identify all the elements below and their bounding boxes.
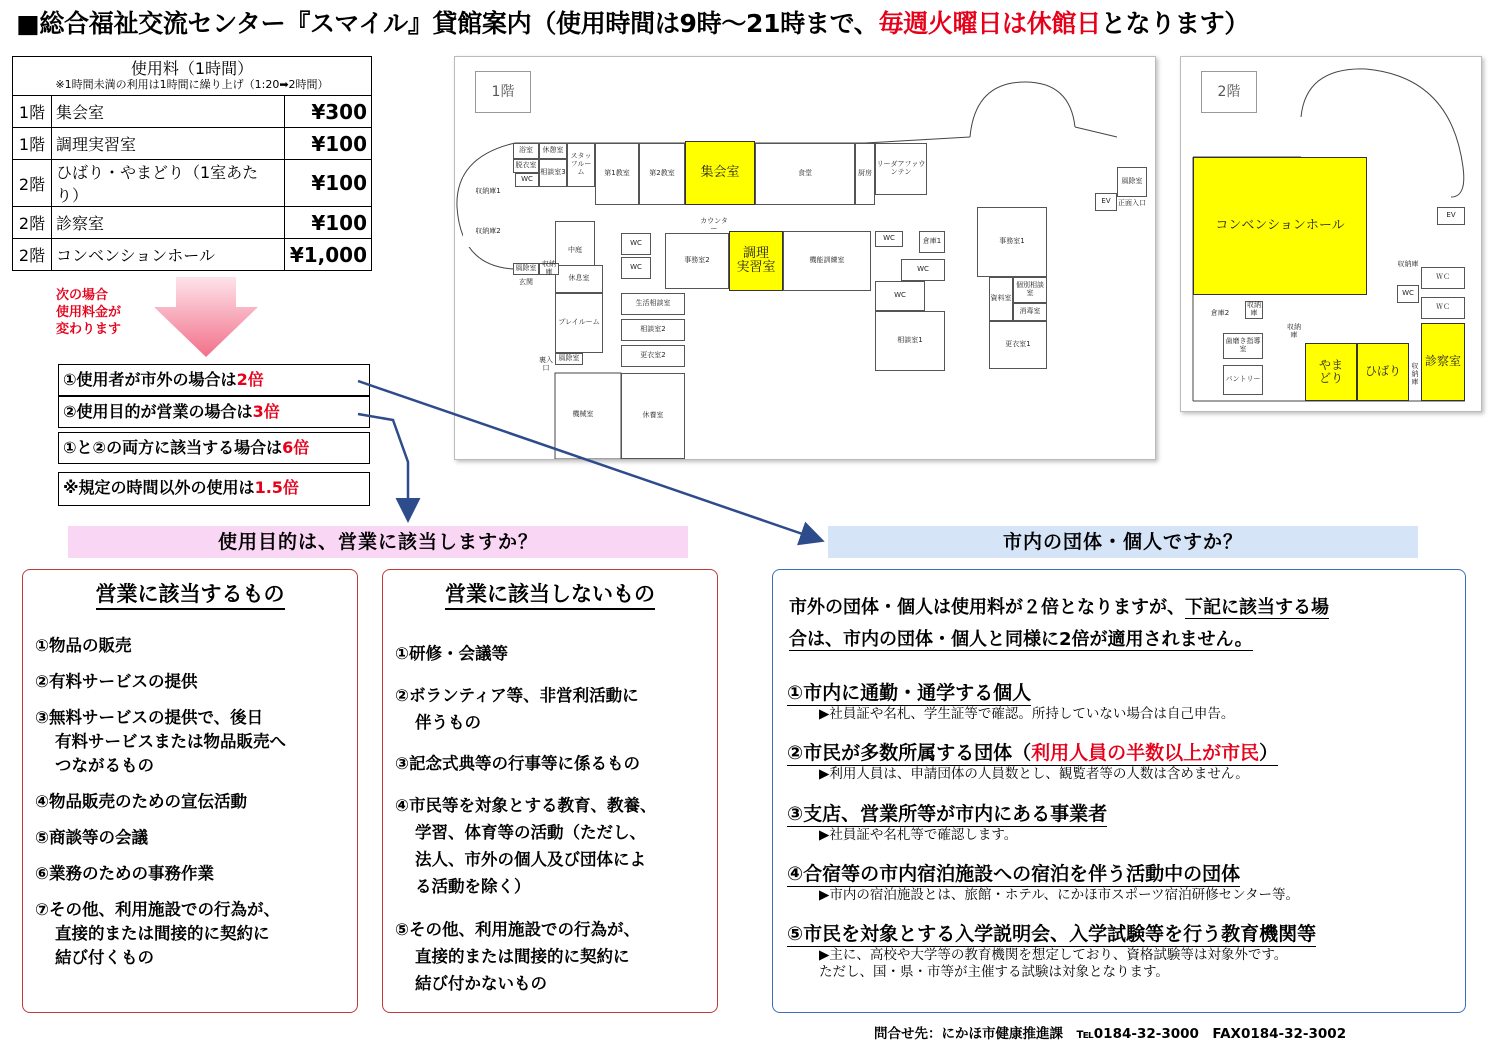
business-yes-title: 営業に該当するもの <box>23 578 357 608</box>
room: 収納庫1 <box>463 177 513 207</box>
list-item: ①物品の販売 <box>35 636 132 655</box>
floor-plan-2 <box>1180 56 1482 412</box>
room: 風除室 <box>555 353 583 365</box>
room: 機械室 <box>559 375 607 455</box>
room: 収納庫2 <box>463 217 513 247</box>
room: WC <box>621 257 651 279</box>
list-item: ④市民等を対象とする教育、教養、 学習、体育等の活動（ただし、 法人、市外の個人及び団体によ る活動を除く） <box>395 796 657 896</box>
business-yes-panel <box>22 569 358 1013</box>
condition-both: ①と②の両方に該当する場合は6倍 <box>58 432 370 464</box>
room-shukaishitsu: 集会室 <box>685 141 755 205</box>
room: 歯磨き指導室 <box>1223 333 1263 359</box>
room-convention-hall: コンベンションホール <box>1193 157 1367 295</box>
list-item: ②ボランティア等、非営利活動に 伴うもの <box>395 686 639 732</box>
business-yes-list <box>35 634 349 983</box>
list-item: ⑤商談等の会議 <box>35 828 148 847</box>
room: 相談室1 <box>875 311 945 371</box>
room: プレイルーム <box>555 293 603 353</box>
list-item: ⑦その他、利用施設での行為が、 直接的または間接的に契約に 結び付くもの <box>35 900 280 967</box>
city-panel <box>772 569 1466 1013</box>
room-yamadori: やま どり <box>1305 343 1357 401</box>
fee-row: 2階 コンベンションホール ¥1,000 <box>13 239 372 271</box>
floor-label-2: 2階 <box>1201 71 1257 113</box>
question-business-banner: 使用目的は、営業に該当しますか？ <box>68 526 688 558</box>
room: 倉庫2 <box>1195 303 1245 325</box>
room: EV <box>1095 193 1117 211</box>
room: 厨房 <box>855 143 875 205</box>
room: WC <box>621 233 651 255</box>
page-title: ■総合福祉交流センター『スマイル』貸館案内（使用時間は9時～21時まで、毎週火曜日は休館日となります） <box>16 9 1250 38</box>
room: 収納庫 <box>1287 323 1301 339</box>
floor-label-1: 1階 <box>475 71 531 113</box>
room: 機能訓練室 <box>783 231 871 291</box>
city-exception-item: ③支店、営業所等が市内にある事業者 ▶社員証や名札等で確認します。 <box>787 799 1457 844</box>
condition-outside-city: ①使用者が市外の場合は2倍 <box>58 364 370 396</box>
room: 裏入口 <box>539 351 553 379</box>
room-shinsatsushitsu: 診察室 <box>1421 323 1465 401</box>
city-exception-item: ⑤市民を対象とする入学説明会、入学試験等を行う教育機関等 ▶主に、高校や大学等の教育機関を想定しており、資格試験等は対象外です。 ただし、国・県・市等が主催する試験は対象となります。 <box>787 919 1457 981</box>
room: 浴室 <box>513 143 539 159</box>
fee-table-header: 使用料（1時間） ※1時間未満の利用は1時間に繰り上げ（1:20➡2時間） <box>13 57 372 96</box>
room: スタッフルーム <box>567 143 595 187</box>
city-intro: 市外の団体・個人は使用料が２倍となりますが、下記に該当する場 合は、市内の団体・個人と同様に2倍が適用されません。 <box>789 597 1329 650</box>
list-item: ④物品販売のための宣伝活動 <box>35 792 247 811</box>
room: 食堂 <box>755 143 855 205</box>
contact-info: 問合せ先：にかほ市健康推進課 ℡0184-32-3000 FAX0184-32-3002 <box>874 1026 1347 1042</box>
room: WC <box>515 173 539 187</box>
list-item: ⑤その他、利用施設での行為が、 直接的または間接的に契約に 結び付かないもの <box>395 920 640 993</box>
list-item: ①研修・会議等 <box>395 644 508 663</box>
city-exception-item: ①市内に通勤・通学する個人 ▶社員証や名札、学生証等で確認。所持していない場合は自己申告。 <box>787 678 1457 723</box>
room: 相談室2 <box>621 319 685 341</box>
room: WC <box>875 281 925 311</box>
fee-row: 1階 集会室 ¥300 <box>13 96 372 128</box>
room: 風除室 <box>513 263 539 275</box>
room: 個別相談室 <box>1013 277 1047 303</box>
room: 事務室1 <box>977 207 1047 277</box>
fee-row: 2階 ひばり・やまどり（1室あたり） ¥100 <box>13 160 372 207</box>
business-no-list <box>395 642 709 1010</box>
room: 事務室2 <box>665 233 729 289</box>
room: 生活相談室 <box>621 293 685 315</box>
room: 脱衣室 <box>513 159 539 173</box>
list-item: ③無料サービスの提供で、後日 有料サービスまたは物品販売へ つながるもの <box>35 708 286 775</box>
room: WC <box>1397 285 1419 303</box>
room-chori-jisshushitsu: 調理 実習室 <box>729 231 783 291</box>
list-item: ③記念式典等の行事等に係るもの <box>395 754 640 773</box>
city-exception-item: ②市民が多数所属する団体（利用人員の半数以上が市民） ▶利用人員は、申請団体の人員数とし、観覧者等の人数は含めません。 <box>787 738 1457 783</box>
list-item: ②有料サービスの提供 <box>35 672 198 691</box>
floor-plan-1 <box>454 56 1156 460</box>
room: 風除室 <box>1117 167 1147 197</box>
room: 資料室 <box>989 277 1013 321</box>
room: 倉庫1 <box>919 231 945 253</box>
business-no-title: 営業に該当しないもの <box>383 578 717 608</box>
business-no-panel <box>382 569 718 1013</box>
room: 相談室3 <box>539 159 567 187</box>
room: 休息室 <box>555 265 603 293</box>
room: 収納庫 <box>539 263 559 275</box>
room: WC <box>875 231 903 247</box>
room: 収納庫 <box>1397 259 1419 271</box>
room: カウンター <box>700 217 728 233</box>
fee-change-note: 次の場合 使用料金が 変わります <box>56 288 122 337</box>
room: ＷＣ <box>1421 267 1465 289</box>
room: リーダアファウンテン <box>875 143 927 195</box>
room: 休憩室 <box>539 143 567 159</box>
room: 更衣室2 <box>621 345 685 367</box>
room: 収納庫 <box>1409 353 1421 397</box>
room: パントリー <box>1223 365 1263 395</box>
condition-overtime: ※規定の時間以外の使用は1.5倍 <box>58 472 370 506</box>
room: 収納庫 <box>1247 301 1261 317</box>
room: 第1教室 <box>595 143 639 205</box>
room: 更衣室1 <box>989 321 1047 369</box>
room: 正面入口 <box>1117 197 1147 211</box>
room: 消毒室 <box>1013 303 1047 321</box>
room: WC <box>901 259 945 281</box>
room: 第2教室 <box>639 143 685 205</box>
closed-day-notice: 毎週火曜日は休館日 <box>878 9 1101 38</box>
room: 中庭 <box>555 221 595 281</box>
list-item: ⑥業務のための事務作業 <box>35 864 214 883</box>
city-exception-item: ④合宿等の市内宿泊施設への宿泊を伴う活動中の団体 ▶市内の宿泊施設とは、旅館・ホテル、にかほ市スポーツ宿泊研修センター等。 <box>787 859 1457 904</box>
room: ＷＣ <box>1421 297 1465 319</box>
fee-row: 2階 診察室 ¥100 <box>13 207 372 239</box>
room: 玄関 <box>513 277 539 289</box>
room-hibari: ひばり <box>1357 343 1409 401</box>
fee-table <box>12 56 372 271</box>
room: 休養室 <box>621 373 685 459</box>
condition-business: ②使用目的が営業の場合は3倍 <box>58 396 370 428</box>
question-city-banner: 市内の団体・個人ですか？ <box>828 526 1418 558</box>
fee-row: 1階 調理実習室 ¥100 <box>13 128 372 160</box>
room: EV <box>1437 207 1465 225</box>
fee-table-note: ※1時間未満の利用は1時間に繰り上げ（1:20➡2時間） <box>55 77 329 91</box>
